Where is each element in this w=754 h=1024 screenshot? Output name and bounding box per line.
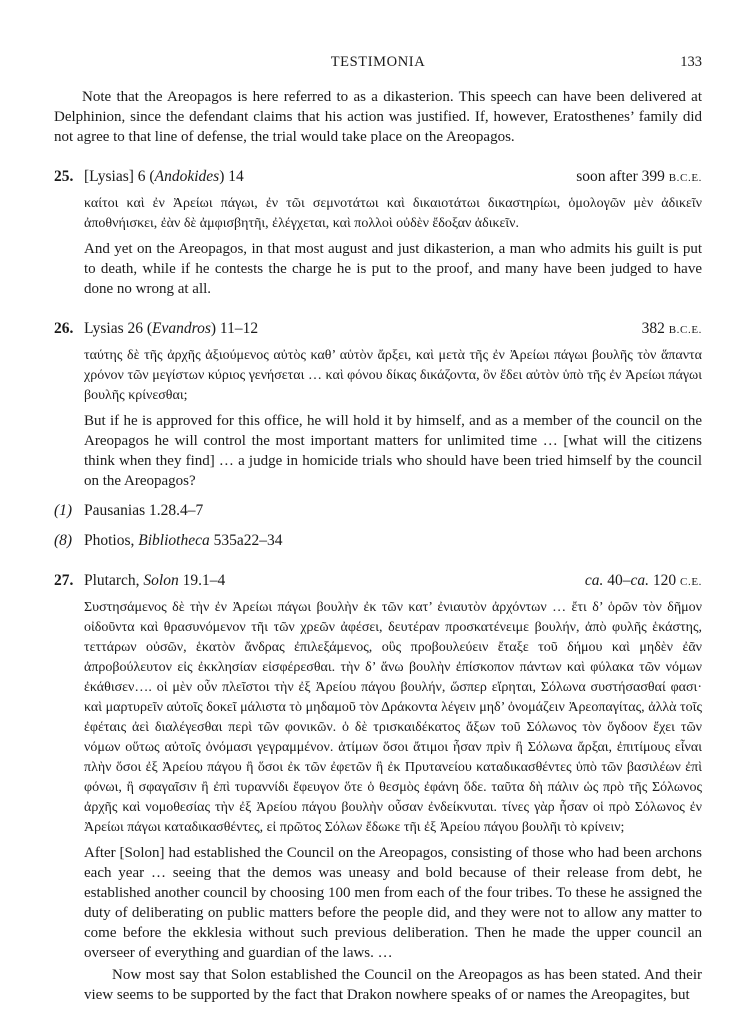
running-header	[54, 54, 702, 74]
greek-text-25: καίτοι καὶ ἐν Ἀρείωι πάγωι, ἐν τῶι σεμνοτάτωι καὶ δικαιοτάτωι δικαστηρίωι, ὁμολογῶν μὲν ἀδικεῖν ἀποθνήισκει, ἐὰν δὲ ἀμφισβητῆι, ἐλέγχεται, καὶ πολλοὶ οὐδὲν ἔδοξαν ἀδικεῖν.	[84, 196, 702, 231]
entry-source: Plutarch, Solon 19.1–4	[84, 572, 226, 589]
translation-27-part-1: After [Solon] had established the Council on the Areopagos, consisting of those who had been archons each year … seeing that the demos was uneasy and bold because of their release from debt, he established another council by choosing 100 men from each of the four tribes. To these he assigned the duty of deliberating on public matters before the people did, and they were not to allow any matter to come before the ekklesia without such previous deliberation. Then he made the upper council an overseer of everything and guardian of the laws. …	[84, 845, 702, 961]
cross-reference: (8) Photios, Bibliotheca 535a22–34	[54, 532, 283, 549]
page-number: 133	[680, 54, 702, 70]
running-title: TESTIMONIA	[330, 54, 426, 70]
page	[54, 54, 702, 1005]
greek-text-27: Συστησάμενος δὲ τὴν ἐν Ἀρείωι πάγωι βουλὴν ἐκ τῶν κατ’ ἐνιαυτὸν ἀρχόντων … ἔτι δ’ ὁρῶν τὸν δῆμον οἰδοῦντα καὶ θρασυνόμενον τῆι τῶν χρεῶν ἀφέσει, δευτέραν προσκατένειμε βουλήν, ἀπὸ φυλῆς ἑκάστης, τεττάρων οὐσῶν, ἑκατὸν ἄνδρας ἐπιλεξάμενος, οὓς προβουλεύειν ἔταξε τοῦ δήμου καὶ μηδὲν ἐᾶν ἀπροβούλευτον εἰς ἐκκλησίαν εἰσφέρεσθαι. τὴν δ’ ἄνω βουλὴν ἐπίσκοπον πάντων καὶ φύλακα τῶν νόμων ἐκάθισεν…. οἱ μὲν οὖν πλεῖστοι τὴν ἐξ Ἀρείου πάγου βουλήν, ὥσπερ εἴρηται, Σόλωνα συστήσασθαί φασι· καὶ μαρτυρεῖν αὐτοῖς δοκεῖ μάλιστα τὸ μηδαμοῦ τὸν Δράκοντα λέγειν μηδ’ ὀνομάζειν Ἀρεοπαγίτας, ἀλλὰ τοῖς ἐφέταις ἀεὶ διαλέγεσθαι περὶ τῶν φονικῶν. ὁ δὲ τρισκαιδέκατος ἄξων τοῦ Σόλωνος τὸν ὄγδοον ἔχει τῶν νόμων οὕτως αὐτοῖς ὀνόμασι γεγραμμένον. ἀτίμων ὅσοι ἄτιμοι ἦσαν πρὶν ἢ Σόλωνα ἄρξαι, ἐπιτίμους εἶναι πλὴν ὅσοι ἐξ Ἀρείου πάγου ἢ ὅσοι ἐκ τῶν ἐφετῶν ἢ ἐκ Πρυτανείου καταδικασθέντες ὑπὸ τῶν βασιλέων ἐπὶ φόνωι, ἢ σφαγαῖσιν ἢ ἐπὶ τυραννίδι ἔφευγον ὅτε ὁ θεσμὸς ἐφάνη ὅδε. ταῦτα δὴ πάλιν ὡς πρὸ τῆς Σόλωνος ἀρχῆς καὶ νομοθεσίας τὴν ἐξ Ἀρείου πάγου βουλὴν οὖσαν ἐνδείκνυται. τίνες γὰρ ἦσαν οἱ πρὸ Σόλωνος ἐν Ἀρείωι πάγωι καταδικασθέντες, εἰ πρῶτος Σόλων ἔδωκε τῆι ἐξ Ἀρείου πάγου βουλῆι τὸ κρίνειν;	[84, 600, 702, 835]
entry-date: ca. 40–ca. 120 C.E.	[584, 572, 702, 589]
entry-number: 25.	[54, 168, 74, 185]
translation-27-part-2: Now most say that Solon established the Council on the Areopagos as has been stated. And their view seems to be supported by the fact that Drakon nowhere speaks of or names the Areopagites, but	[84, 967, 702, 1003]
entry-date: 382 B.C.E.	[641, 320, 702, 337]
entry-heading-25	[54, 167, 702, 187]
cross-reference: (1) Pausanias 1.28.4–7	[54, 502, 204, 519]
entry-number: 27.	[54, 572, 74, 589]
entry-heading-26	[54, 319, 702, 339]
entry-date: soon after 399 B.C.E.	[576, 168, 702, 185]
translation-26: But if he is approved for this office, he will hold it by himself, and as a member of the council on the Areopagos he will control the most important matters for unlimited time … [what will the citizens think when they find] … a judge in homicide trials who should have been tried himself by the council on the Areopagos?	[84, 413, 702, 489]
greek-text-26: ταύτης δὲ τῆς ἀρχῆς ἀξιούμενος αὐτὸς καθ’ αὑτὸν ἄρξει, καὶ μετὰ τῆς ἐν Ἀρείωι πάγωι βουλῆς τὸν ἅπαντα χρόνον τῶν μεγίστων κύριος γενήσεται … καὶ φόνου δίκας δικάζοντα, ὃν ἔδει αὐτὸν ὑπὸ τῆς ἐν Ἀρείωι πάγωι βουλῆς κρίνεσθαι;	[84, 348, 702, 403]
intro-paragraph: Note that the Areopagos is here referred to as a dikasterion. This speech can have been delivered at Delphinion, since the defendant claims that his action was justified. If, however, Eratosthenes’ family did not agree to that line of defense, the trial would take place on the Areopagos.	[54, 89, 702, 145]
entry-source: Lysias 26 (Evandros) 11–12	[84, 320, 259, 337]
entry-heading-27	[54, 571, 702, 591]
translation-25: And yet on the Areopagos, in that most august and just dikasterion, a man who admits his guilt is put to death, while if he contests the charge he is put to the proof, and many have been judged to have done no wrong at all.	[84, 241, 702, 297]
entry-source: [Lysias] 6 (Andokides) 14	[84, 168, 244, 185]
entry-number: 26.	[54, 320, 74, 337]
